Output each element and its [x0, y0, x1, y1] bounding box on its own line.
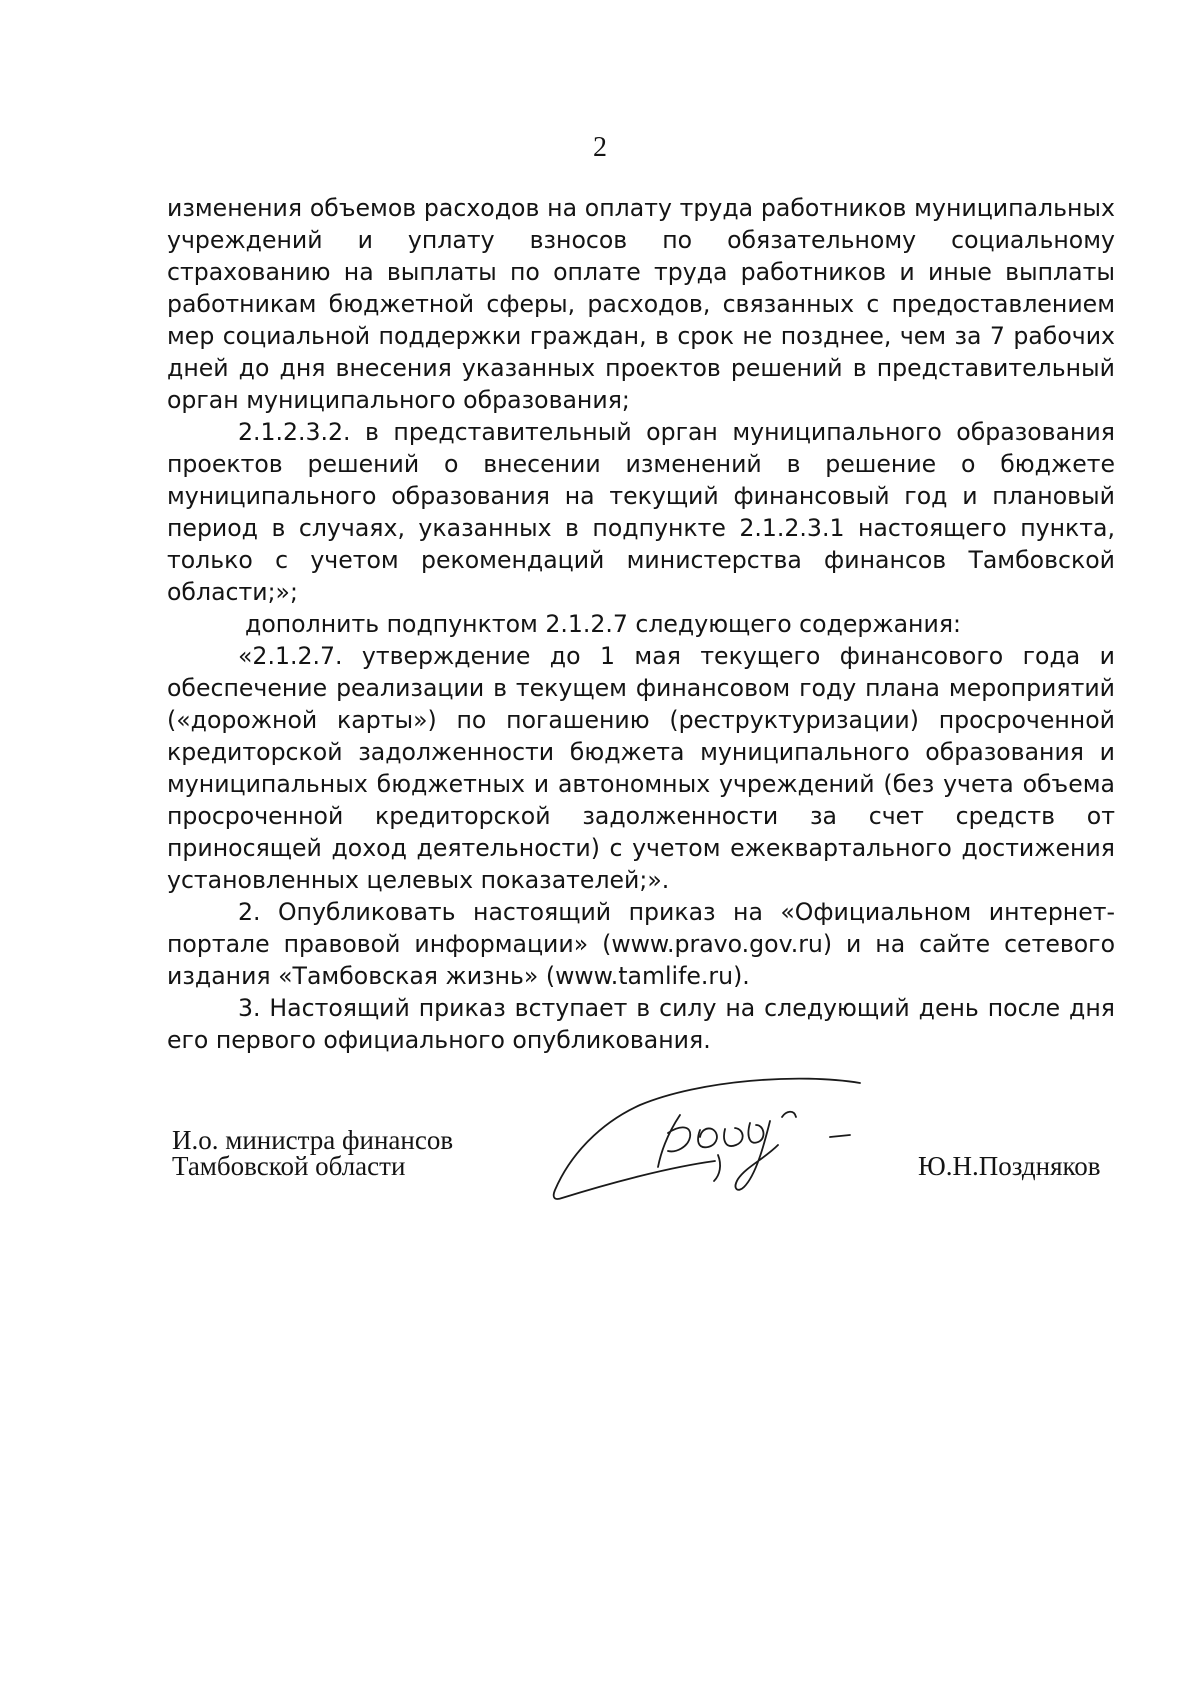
paragraph-amendment-intro: дополнить подпунктом 2.1.2.7 следующего содержания: [245, 610, 961, 638]
signatory-name: Ю.Н.Поздняков [918, 1151, 1101, 1181]
handwritten-signature [550, 1075, 870, 1215]
paragraph-item-3-effective: 3. Настоящий приказ вступает в силу на следующий день после дня его первого официального опубликования. [167, 994, 1115, 1054]
document-body [167, 192, 1115, 1056]
paragraph-2-1-2-3-2: 2.1.2.3.2. в представительный орган муниципального образования проектов решений о внесении изменений в решение о бюджете муниципального образования на текущий финансовый год и плановый период в случаях, указанных в подпункте 2.1.2.3.1 настоящего пункта, только с учетом рекомендаций министерства финансов Тамбовской области;»; [167, 418, 1115, 606]
paragraph-continuation: изменения объемов расходов на оплату труда работников муниципальных учреждений и уплату взносов по обязательному социальному страхованию на выплаты по оплате труда работников и иные выплаты работникам бюджетной сферы, расходов, связанных с предоставлением мер социальной поддержки граждан, в срок не позднее, чем за 7 рабочих дней до дня внесения указанных проектов решений в представительный орган муниципального образования; [167, 194, 1115, 414]
page-number: 2 [593, 132, 607, 163]
paragraph-item-2-publish: 2. Опубликовать настоящий приказ на «Официальном интернет-портале правовой информации» (www.pravo.gov.ru) и на сайте сетевого издания «Тамбовская жизнь» (www.tamlife.ru). [167, 898, 1115, 990]
signatory-position-line2: Тамбовской области [172, 1151, 406, 1181]
signatory-position-line1: И.о. министра финансов [172, 1125, 454, 1155]
paragraph-2-1-2-7: «2.1.2.7. утверждение до 1 мая текущего финансового года и обеспечение реализации в текущем финансовом году плана мероприятий («дорожной карты») по погашению (реструктуризации) просроченной кредиторской задолженности бюджета муниципального образования и муниципальных бюджетных и автономных учреждений (без учета объема просроченной кредиторской задолженности за счет средств от приносящей доход деятельности) с учетом ежеквартального достижения установленных целевых показателей;». [167, 642, 1115, 894]
signatory-position [172, 1127, 453, 1179]
